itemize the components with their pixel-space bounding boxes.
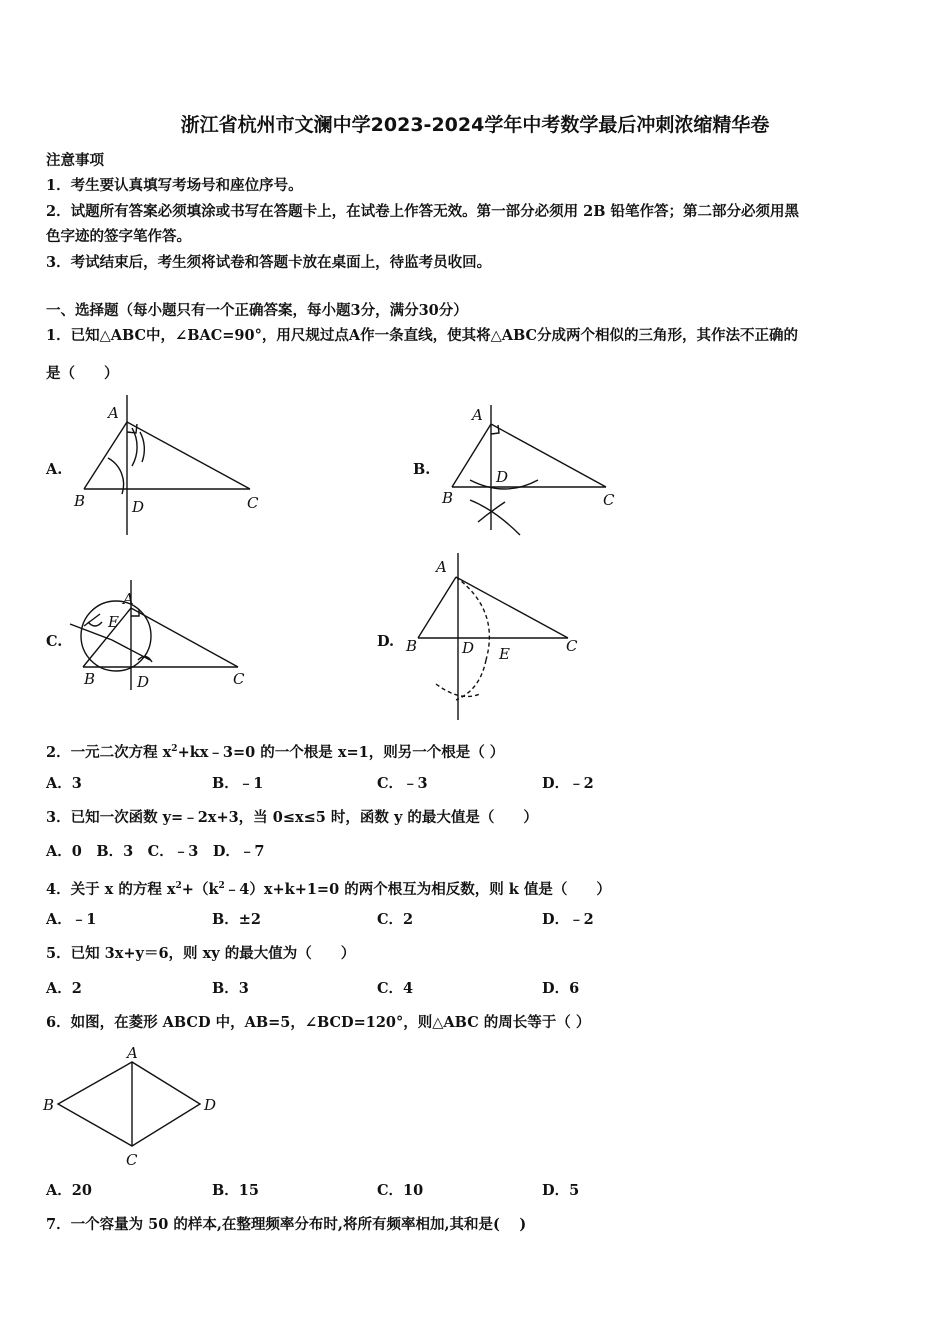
q6-option-d[interactable]: D．5: [542, 1182, 580, 1199]
q1-fig-a-label-c: C: [247, 494, 259, 512]
q1-fig-b-drawing: [441, 405, 615, 535]
q1-option-a-label[interactable]: A.: [46, 461, 63, 478]
q7-stem: 7．一个容量为 50 的样本,在整理频率分布时,将所有频率相加,其和是( ): [46, 1216, 527, 1233]
section-heading: 一、选择题（每小题只有一个正确答案，每小题3分，满分30分）: [46, 302, 468, 319]
q6-label-d: D: [204, 1096, 217, 1114]
q6-label-b: B: [43, 1096, 55, 1114]
q1-fig-d-label-a: A: [436, 558, 447, 576]
q1-fig-d-label-c: C: [566, 637, 578, 655]
q5-option-a[interactable]: A．2: [46, 980, 82, 997]
q2-stem: 2．一元二次方程 $x^2+kx﹣3=0$ 的一个根是 x=1，则另一个根是（ ）: [46, 743, 505, 761]
q6-option-a[interactable]: A．20: [46, 1182, 92, 1199]
q1-fig-c-label-d: D: [137, 673, 150, 691]
q1-fig-c-label-a: A: [123, 590, 134, 608]
q6-label-c: C: [126, 1151, 138, 1169]
q6-label-a: A: [127, 1044, 138, 1062]
q1-fig-b-label-d: D: [496, 468, 509, 486]
q1-fig-b-label-b: B: [442, 489, 454, 507]
q6-stem: 6．如图，在菱形 ABCD 中，AB=5，∠BCD=120°，则△ABC 的周长等于（ ）: [46, 1014, 591, 1031]
q1-fig-a-drawing: [73, 395, 259, 535]
q1-fig-b-label-a: A: [472, 406, 483, 424]
q1-fig-c-label-c: C: [233, 670, 245, 688]
q3-options[interactable]: A．0 B．3 C．﹣3 D．﹣7: [46, 843, 265, 860]
q6-option-c[interactable]: C．10: [377, 1182, 424, 1199]
q1-fig-a-label-b: B: [74, 492, 86, 510]
notice-item-2: 2．试题所有答案必须填涂或书写在答题卡上，在试卷上作答无效。第一部分必须用 2B 铅笔作答；第二部分必须用黑: [46, 203, 800, 220]
q1-fig-c-label-b: B: [84, 670, 96, 688]
q1-fig-d-label-d: D: [462, 639, 475, 657]
q5-stem: 5．已知 3x+y＝6，则 xy 的最大值为（ ）: [46, 945, 356, 962]
q4-stem: 4．关于 x 的方程 $x^2+(k^2﹣4)x+k+1=0$ 的两个根互为相反数，则 k 值是（ ）: [46, 880, 611, 898]
q2-option-c[interactable]: C．﹣3: [377, 775, 428, 792]
q6-option-b[interactable]: B．15: [212, 1182, 259, 1199]
q4-option-b[interactable]: B．±2: [212, 911, 261, 928]
q1-fig-b-label-c: C: [603, 491, 615, 509]
q3-stem: 3．已知一次函数 y=﹣2x+3，当 0≤x≤5 时，函数 y 的最大值是（ ）: [46, 809, 538, 826]
notice-heading: 注意事项: [46, 152, 104, 169]
q4-option-a[interactable]: A．﹣1: [46, 911, 97, 928]
q1-option-d-label[interactable]: D.: [377, 633, 395, 650]
q1-option-b-label[interactable]: B.: [413, 461, 431, 478]
q5-option-d[interactable]: D．6: [542, 980, 580, 997]
q4-option-d[interactable]: D．﹣2: [542, 911, 594, 928]
q5-option-b[interactable]: B．3: [212, 980, 249, 997]
q1-stem-cont: 是（ ）: [46, 365, 119, 382]
notice-item-1: 1．考生要认真填写考场号和座位序号。: [46, 177, 303, 194]
q1-fig-c-drawing: [70, 580, 245, 691]
notice-item-3: 3．考试结束后，考生须将试卷和答题卡放在桌面上，待监考员收回。: [46, 254, 492, 271]
q4-option-c[interactable]: C．2: [377, 911, 414, 928]
q5-option-c[interactable]: C．4: [377, 980, 414, 997]
q2-option-a[interactable]: A．3: [46, 775, 82, 792]
notice-item-2-cont: 色字迹的签字笔作答。: [46, 228, 191, 245]
q2-option-b[interactable]: B．﹣1: [212, 775, 264, 792]
q1-fig-d-label-e: E: [499, 645, 510, 663]
page-title: 浙江省杭州市文澜中学2023-2024学年中考数学最后冲刺浓缩精华卷: [180, 114, 770, 136]
q1-fig-a-label-d: D: [132, 498, 145, 516]
q1-option-c-label[interactable]: C.: [46, 633, 63, 650]
q6-figure: [42, 1044, 216, 1169]
q1-stem: 1．已知△ABC中，∠BAC=90°，用尺规过点A作一条直线，使其将△ABC分成两个相似的三角形，其作法不正确的: [46, 327, 799, 344]
q2-option-d[interactable]: D．﹣2: [542, 775, 594, 792]
q1-fig-a-label-a: A: [108, 404, 119, 422]
q1-fig-c-label-e: E: [108, 613, 119, 631]
q1-fig-d-label-b: B: [406, 637, 418, 655]
q1-fig-d-drawing: [405, 553, 578, 720]
